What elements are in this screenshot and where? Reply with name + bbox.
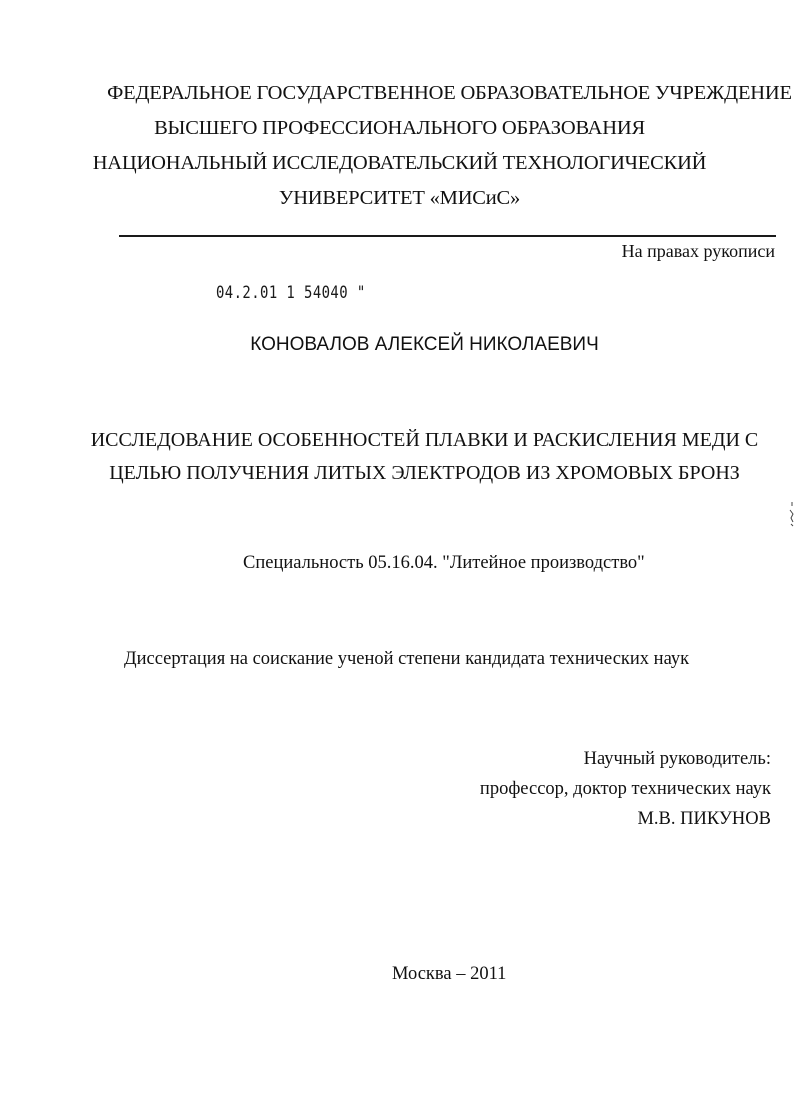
title-line: ИССЛЕДОВАНИЕ ОСОБЕННОСТЕЙ ПЛАВКИ И РАСКИСЛЕНИЯ МЕДИ С bbox=[90, 429, 759, 451]
manuscript-note: На правах рукописи bbox=[621, 241, 775, 261]
dissertation-degree: Диссертация на соискание ученой степени кандидата технических наук bbox=[124, 649, 690, 669]
scan-artifact-mark bbox=[788, 500, 796, 528]
supervisor-name: М.В. ПИКУНОВ bbox=[637, 809, 771, 829]
registration-number: 04.2.01 1 54040 " bbox=[216, 283, 366, 303]
supervisor-block bbox=[480, 744, 771, 834]
title-line: ЦЕЛЬЮ ПОЛУЧЕНИЯ ЛИТЫХ ЭЛЕКТРОДОВ ИЗ ХРОМОВЫХ БРОНЗ bbox=[109, 462, 740, 484]
specialty: Специальность 05.16.04. "Литейное производство" bbox=[243, 553, 645, 573]
header-line: ФЕДЕРАЛЬНОЕ ГОСУДАРСТВЕННОЕ ОБРАЗОВАТЕЛЬНОЕ УЧРЕЖДЕНИЕ bbox=[107, 82, 792, 104]
dissertation-title bbox=[0, 424, 799, 490]
supervisor-label: Научный руководитель: bbox=[583, 749, 771, 769]
city-year: Москва – 2011 bbox=[392, 964, 507, 984]
header-line: НАЦИОНАЛЬНЫЙ ИССЛЕДОВАТЕЛЬСКИЙ ТЕХНОЛОГИЧЕСКИЙ bbox=[92, 152, 707, 174]
institution-header bbox=[0, 76, 799, 216]
header-line: ВЫСШЕГО ПРОФЕССИОНАЛЬНОГО ОБРАЗОВАНИЯ bbox=[154, 117, 645, 139]
supervisor-degree: профессор, доктор технических наук bbox=[479, 779, 771, 799]
author-name: КОНОВАЛОВ АЛЕКСЕЙ НИКОЛАЕВИЧ bbox=[250, 334, 599, 355]
header-divider bbox=[119, 235, 776, 237]
header-line: УНИВЕРСИТЕТ «МИСиС» bbox=[278, 187, 521, 209]
